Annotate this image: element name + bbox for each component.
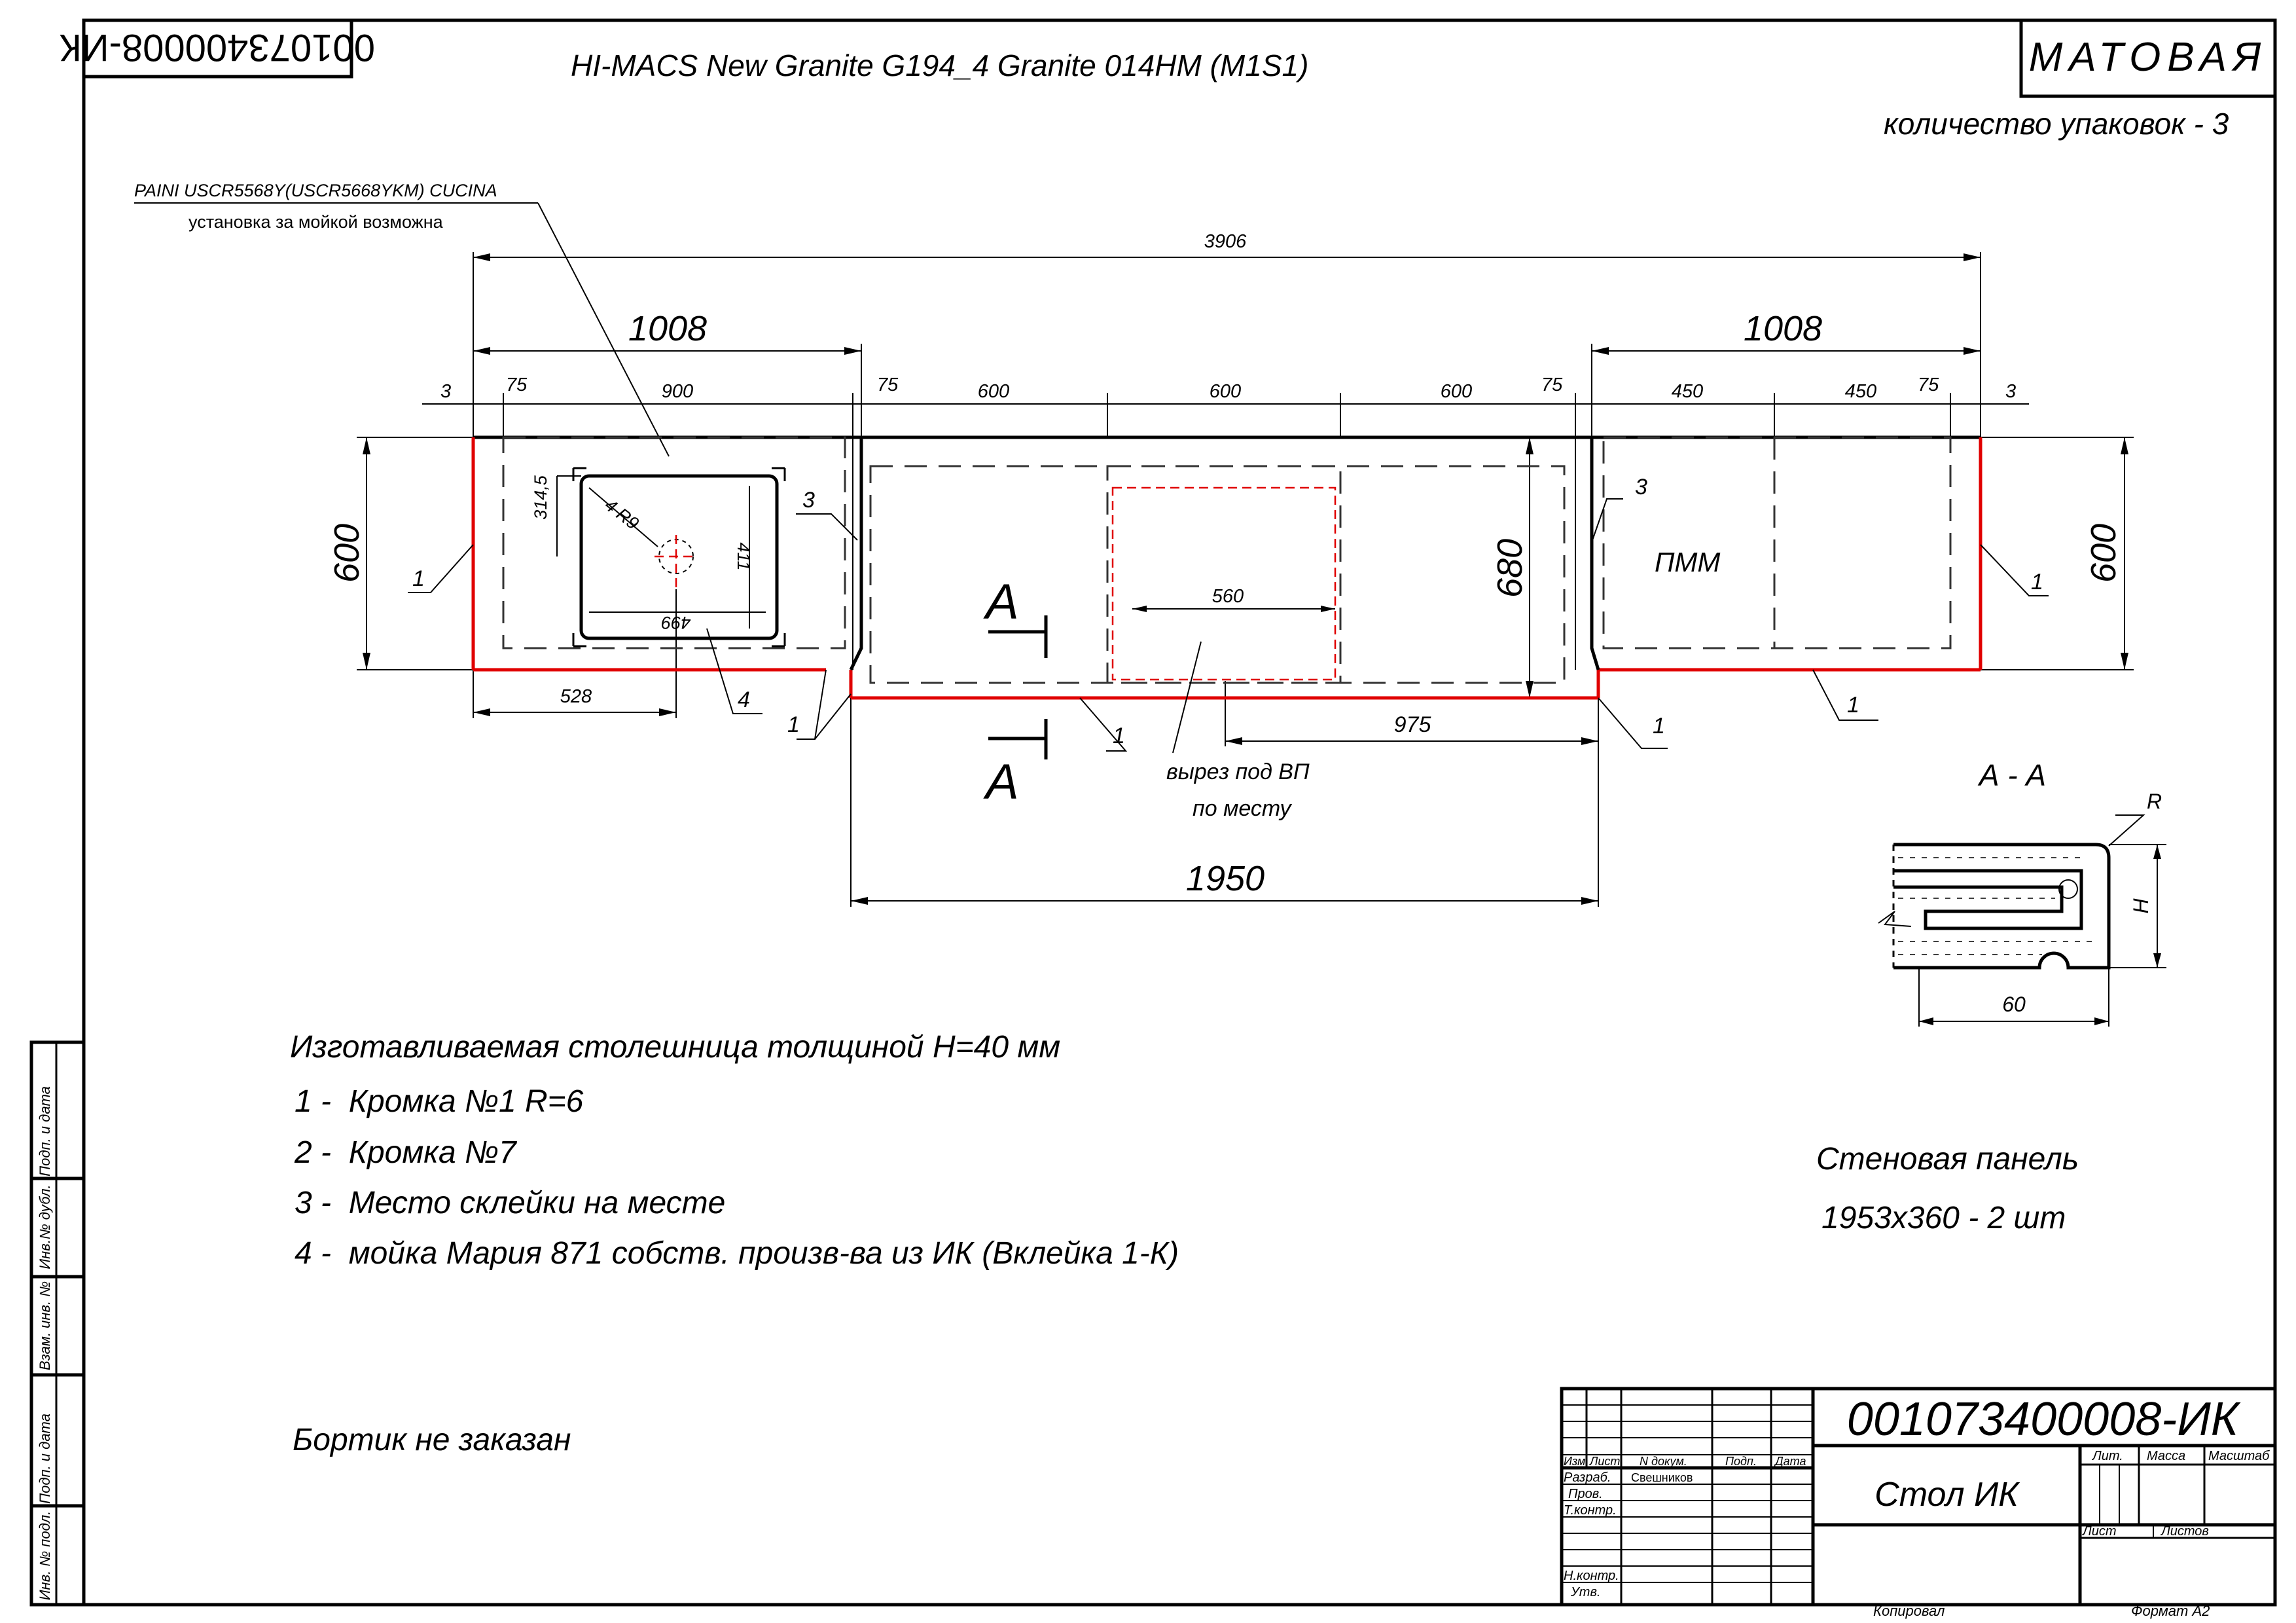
side-strip-4: Подп. и дата xyxy=(37,1413,53,1504)
tb-col-izm: Изм. xyxy=(1564,1455,1589,1468)
section-marker-top: А xyxy=(986,574,1019,630)
cutout-note-1: вырез под ВП xyxy=(1166,759,1310,784)
callout-1-right: 1 xyxy=(2031,570,2043,594)
dim-depth-left: 600 xyxy=(327,523,367,583)
callout-4: 4 xyxy=(738,687,750,712)
callout-3-right: 3 xyxy=(1635,475,1647,500)
dim-75-d: 75 xyxy=(1918,374,1939,395)
section-height: Н xyxy=(2129,898,2153,914)
dim-total: 3906 xyxy=(1204,231,1247,252)
section-title: А - А xyxy=(1979,758,2047,792)
tb-copied: Копировал xyxy=(1873,1603,1945,1619)
tb-massa: Масса xyxy=(2147,1449,2186,1463)
callout-1-left: 1 xyxy=(412,566,425,591)
tb-row-razrab: Разраб. xyxy=(1564,1470,1611,1485)
faucet-note: установка за мойкой возможна xyxy=(188,212,443,232)
wall-panel-title: Стеновая панель xyxy=(1816,1142,2079,1176)
side-strip-3: Взам. инв. № xyxy=(37,1281,53,1371)
tb-listov: Листов xyxy=(2161,1524,2209,1539)
dim-left-section: 1008 xyxy=(628,309,708,348)
dim-600-b: 600 xyxy=(1209,381,1242,402)
dim-600-c: 600 xyxy=(1440,381,1473,402)
mirrored-stamp xyxy=(60,20,375,77)
note-item-4: 4 - мойка Мария 871 собств. произв-ва из ИК (Вклейка 1-К) xyxy=(295,1236,1179,1271)
callout-1-joint: 1 xyxy=(787,712,800,737)
finish-label: МАТОВАЯ xyxy=(2028,35,2268,80)
tb-name: Стол ИК xyxy=(1874,1476,2018,1514)
note-thickness: Изготавливаемая столешница толщиной Н=40 мм xyxy=(290,1030,1061,1065)
mirrored-stamp-text: 001073400008-ИК xyxy=(60,26,375,69)
dim-3-left: 3 xyxy=(440,381,452,402)
pmm-label: ПММ xyxy=(1655,547,1721,577)
hob-cutout xyxy=(1107,466,1340,753)
tb-col-list: Лист xyxy=(1590,1455,1621,1468)
dim-1950: 1950 xyxy=(1185,859,1265,898)
tb-row-prov: Пров. xyxy=(1568,1487,1603,1501)
callout-1-right-front: 1 xyxy=(1847,693,1859,718)
section-marker-bottom: А xyxy=(986,754,1019,810)
dim-75-c: 75 xyxy=(1541,374,1563,395)
note-item-3: 3 - Место склейки на месте xyxy=(295,1186,726,1220)
dim-depth-middle: 680 xyxy=(1490,538,1530,598)
tb-row-tkontr: Т.контр. xyxy=(1564,1503,1617,1518)
tb-col-data: Дата xyxy=(1775,1455,1806,1468)
cutout-width: 560 xyxy=(1211,586,1244,607)
tb-developer: Свешников xyxy=(1631,1471,1693,1484)
tb-list: Лист xyxy=(2083,1524,2117,1539)
note-no-border: Бортик не заказан xyxy=(293,1423,571,1457)
packages-count: количество упаковок - 3 xyxy=(1884,107,2229,141)
dim-75-a: 75 xyxy=(506,374,528,395)
side-strip-5: Инв. № подл. xyxy=(37,1510,53,1601)
support-dashes xyxy=(503,437,1950,683)
side-strip-2: Инв.№ дубл. xyxy=(37,1184,53,1269)
tb-row-utv: Утв. xyxy=(1571,1585,1601,1599)
sink-width: 499 xyxy=(661,613,691,632)
tb-col-podp: Подп. xyxy=(1725,1455,1757,1468)
section-width: 60 xyxy=(2002,993,2026,1016)
tb-doc-number: 001073400008-ИК xyxy=(1846,1393,2239,1446)
tb-format: Формат А2 xyxy=(2131,1603,2210,1619)
dim-depth-right: 600 xyxy=(2084,523,2123,583)
dim-450-a: 450 xyxy=(1671,381,1704,402)
dim-975: 975 xyxy=(1393,712,1431,737)
section-marker xyxy=(988,615,1047,759)
tb-col-ndoc: N докум. xyxy=(1640,1455,1687,1468)
dim-528: 528 xyxy=(560,686,592,707)
tb-row-nkontr: Н.контр. xyxy=(1564,1569,1619,1583)
note-item-2: 2 - Кромка №7 xyxy=(295,1135,516,1170)
dim-75-b: 75 xyxy=(877,374,899,395)
tb-lit: Лит. xyxy=(2092,1449,2123,1463)
callout-1-right-joint: 1 xyxy=(1653,714,1665,739)
dim-3-right: 3 xyxy=(2005,381,2017,402)
dim-right-section: 1008 xyxy=(1743,309,1823,348)
sink-height: 411 xyxy=(734,542,753,571)
section-radius: R xyxy=(2147,790,2162,813)
callout-leaders xyxy=(408,499,2049,751)
wall-panel-size: 1953x360 - 2 шт xyxy=(1821,1201,2066,1235)
material-title: HI-MACS New Granite G194_4 Granite 014HM (M1S1) xyxy=(571,48,1309,82)
dim-600-a: 600 xyxy=(977,381,1010,402)
callout-1-front: 1 xyxy=(1113,723,1125,748)
dim-900: 900 xyxy=(661,381,694,402)
sink-offset: 314,5 xyxy=(531,475,550,520)
callout-3-left: 3 xyxy=(802,488,815,513)
note-item-1: 1 - Кромка №1 R=6 xyxy=(295,1084,584,1119)
cutout-note-2: по месту xyxy=(1193,796,1291,821)
dim-450-b: 450 xyxy=(1844,381,1877,402)
tb-masshtab: Масштаб xyxy=(2208,1449,2270,1463)
faucet-model: PAINI USCR5568Y(USCR5668YKM) CUCINA xyxy=(134,181,497,200)
side-strip-1: Подп. и дата xyxy=(37,1086,53,1176)
finish-box xyxy=(2021,20,2275,96)
sink-radius: 4 R9 xyxy=(601,495,643,534)
